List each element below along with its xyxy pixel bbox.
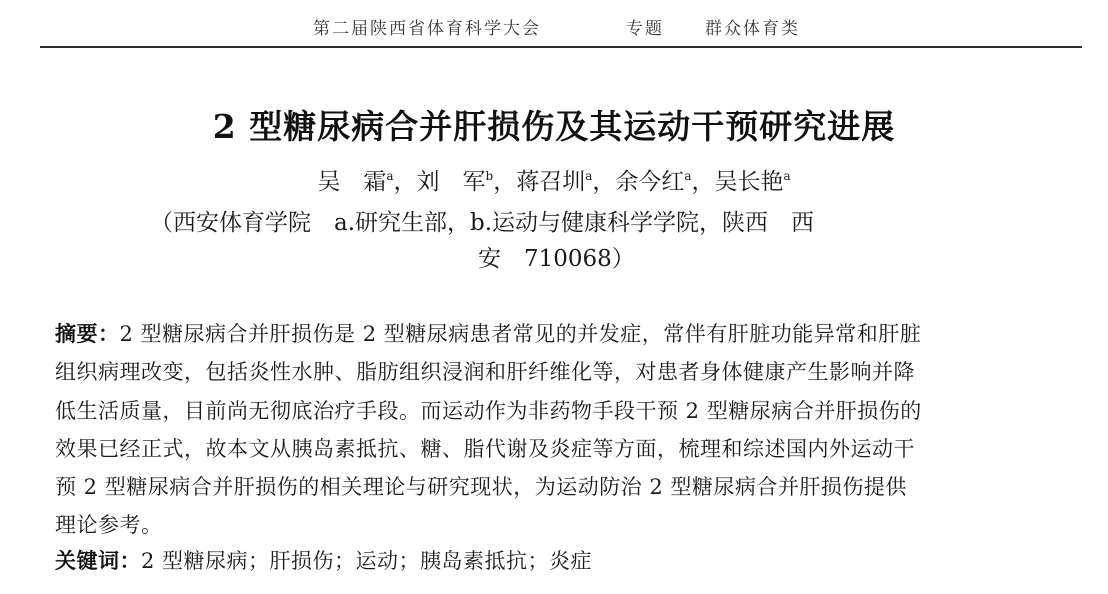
author-affil-mark: a — [386, 169, 394, 183]
author-name: 吴 霜 — [317, 169, 387, 195]
author-separator: ， — [393, 169, 417, 195]
abstract-line — [55, 318, 921, 348]
author-separator: ， — [691, 169, 715, 195]
author-name: 余今红 — [615, 169, 685, 195]
keywords-line — [55, 545, 592, 575]
author-separator: ， — [592, 169, 616, 195]
header-conference: 第二届陕西省体育科学大会 — [313, 19, 541, 39]
abstract-line: 组织病理改变，包括炎性水肿、脂肪组织浸润和肝纤维化等，对患者身体健康产生影响并降 — [55, 360, 915, 384]
author-separator: ， — [493, 169, 517, 195]
author-list — [0, 163, 1108, 196]
keywords-text: 2 型糖尿病；肝损伤；运动；胰岛素抵抗；炎症 — [141, 549, 593, 573]
affiliation-line-1: （西安体育学院 a.研究生部，b.运动与健康科学学院，陕西 西 — [150, 210, 815, 236]
header-category: 群众体育类 — [705, 19, 800, 39]
author-name: 吴长艳 — [714, 169, 784, 195]
abstract-line: 预 2 型糖尿病合并肝损伤的相关理论与研究现状，为运动防治 2 型糖尿病合并肝损伤提供 — [55, 475, 907, 499]
header-topic: 专题 — [626, 19, 664, 39]
author-name: 蒋召圳 — [516, 169, 586, 195]
author-affil-mark: a — [684, 169, 692, 183]
paper-title: 2 型糖尿病合并肝损伤及其运动干预研究进展 — [212, 107, 896, 146]
abstract-line: 低生活质量，目前尚无彻底治疗手段。而运动作为非药物手段干预 2 型糖尿病合并肝损伤的 — [55, 399, 922, 423]
author-affil-mark: a — [585, 169, 593, 183]
affiliation-line-2: 安 710068） — [478, 246, 635, 272]
author-name: 刘 军 — [416, 169, 486, 195]
abstract-line: 效果已经正式，故本文从胰岛素抵抗、糖、脂代谢及炎症等方面，梳理和综述国内外运动干 — [55, 437, 915, 461]
keywords-label: 关键词： — [55, 549, 141, 573]
abstract-line: 理论参考。 — [55, 513, 163, 537]
author-affil-mark: b — [485, 169, 494, 183]
author-affil-mark: a — [783, 169, 791, 183]
abstract-label: 摘要： — [55, 322, 120, 346]
running-header — [40, 0, 1082, 48]
abstract-text: 2 型糖尿病合并肝损伤是 2 型糖尿病患者常见的并发症，常伴有肝脏功能异常和肝脏 — [119, 322, 922, 346]
